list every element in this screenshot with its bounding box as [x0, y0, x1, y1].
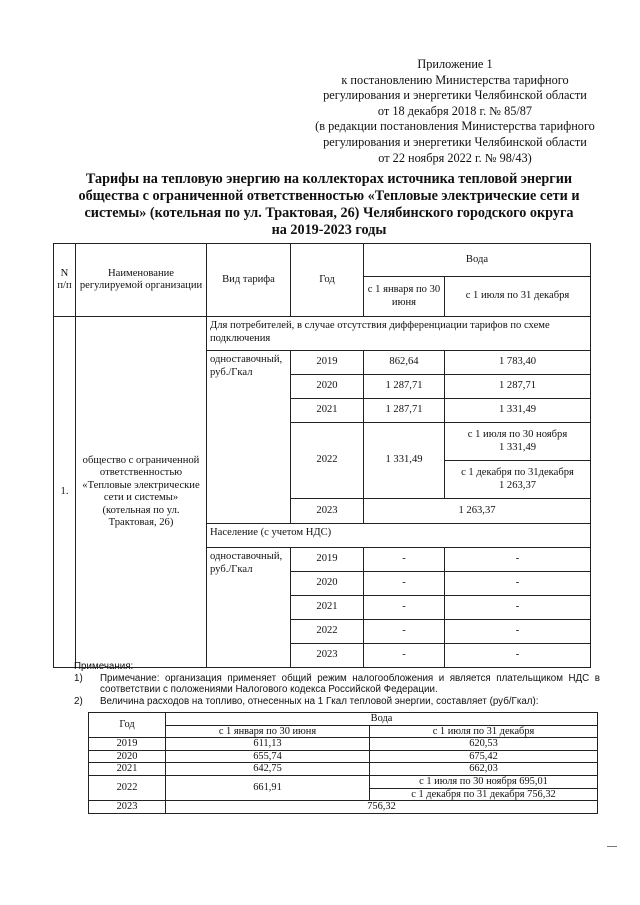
table-cell-split-value	[445, 423, 591, 461]
fuel-cell-value: с 1 декабря по 31 декабря 756,32	[370, 788, 598, 801]
header-period-1: с 1 января по 30 июня	[364, 277, 445, 317]
notes-section	[74, 661, 600, 707]
table-cell-value: 1 287,71	[364, 399, 445, 423]
fuel-cell-value: 620,53	[370, 738, 598, 751]
fuel-cell-year: 2019	[89, 738, 166, 751]
note-item	[74, 673, 600, 696]
header-num: N п/п	[54, 244, 76, 317]
fuel-cell-value: 661,91	[166, 775, 370, 800]
split-period: с 1 декабря по 31декабря	[461, 467, 574, 478]
table-cell-year: 2023	[291, 499, 364, 524]
table-cell-value: -	[445, 596, 591, 620]
tariff-type-single-rate: одноставочный, руб./Гкал	[207, 548, 291, 668]
fuel-cost-table	[88, 712, 598, 814]
fuel-header-period-2: с 1 июля по 31 декабря	[370, 725, 598, 738]
note-text: Величина расходов на топливо, отнесенных на 1 Гкал тепловой энергии, составляет (руб/Гкал):	[100, 695, 539, 707]
table-cell-value: -	[445, 620, 591, 644]
header-period-2: с 1 июля по 31 декабря	[445, 277, 591, 317]
table-cell-value: 1 287,71	[364, 375, 445, 399]
split-period: с 1 июля по 30 ноября	[467, 429, 568, 440]
appendix-line: (в редакции постановления Министерства тарифного	[315, 119, 595, 134]
table-cell-value: -	[364, 548, 445, 572]
fuel-cell-value: 662,03	[370, 763, 598, 776]
title-line: Тарифы на тепловую энергию на коллекторах источника тепловой энергии	[85, 171, 573, 187]
split-value: 1 263,37	[498, 479, 537, 491]
table-cell-value: 1 331,49	[364, 423, 445, 499]
fuel-cell-value: 611,13	[166, 738, 370, 751]
organization-name: общество с ограниченной ответственностью «Тепловые электрические сети и системы» (котельная по ул. Трактовая, 26)	[76, 317, 207, 668]
fuel-cell-value: 756,32	[166, 801, 598, 814]
table-cell-value: -	[364, 572, 445, 596]
fuel-header-period-1: с 1 января по 30 июня	[166, 725, 370, 738]
fuel-cell-year: 2022	[89, 775, 166, 800]
table-cell-year: 2022	[291, 620, 364, 644]
table-cell-year: 2020	[291, 375, 364, 399]
scan-mark	[607, 846, 617, 849]
table-cell-value: -	[364, 644, 445, 668]
table-cell-year: 2020	[291, 572, 364, 596]
table-cell-value: -	[364, 620, 445, 644]
header-water: Вода	[364, 244, 591, 277]
table-cell-value: -	[364, 596, 445, 620]
table-cell-split-value	[445, 461, 591, 499]
title-line: общества с ограниченной ответственностью «Тепловые электрические сети и	[78, 188, 580, 204]
header-tariff-type: Вид тарифа	[207, 244, 291, 317]
split-value: 1 331,49	[498, 441, 537, 453]
fuel-header-year: Год	[89, 713, 166, 738]
fuel-cell-value: с 1 июля по 30 ноября 695,01	[370, 775, 598, 788]
note-text: соответствии с положениями Налогового кодекса Российской Федерации.	[100, 684, 438, 696]
notes-heading: Примечания:	[74, 661, 134, 672]
fuel-cell-year: 2020	[89, 750, 166, 763]
tariff-type-single-rate: одноставочный, руб./Гкал	[207, 351, 291, 524]
appendix-line: к постановлению Министерства тарифного	[341, 72, 569, 87]
fuel-cell-year: 2023	[89, 801, 166, 814]
appendix-line: от 18 декабря 2018 г. № 85/87	[377, 103, 533, 118]
appendix-line: регулирования и энергетики Челябинской области	[323, 88, 587, 103]
table-cell-value: -	[445, 572, 591, 596]
row-number: 1.	[54, 317, 76, 668]
fuel-cell-year: 2021	[89, 763, 166, 776]
fuel-cell-value: 642,75	[166, 763, 370, 776]
table-cell-value: -	[445, 548, 591, 572]
table-cell-value: 1 331,49	[445, 399, 591, 423]
note-number: 1)	[74, 672, 83, 684]
appendix-header	[290, 57, 620, 166]
section-population-label: Население (с учетом НДС)	[207, 524, 591, 548]
appendix-line: Приложение 1	[417, 57, 493, 71]
table-cell-year: 2021	[291, 596, 364, 620]
appendix-line: от 22 ноября 2022 г. № 98/43)	[378, 150, 532, 165]
appendix-line: регулирования и энергетики Челябинской области	[323, 134, 587, 149]
note-number: 2)	[74, 695, 83, 707]
note-text: Примечание: организация применяет общий режим налогообложения и является плательщиком НДС в	[100, 672, 600, 684]
section-consumers-label: Для потребителей, в случае отсутствия дифференциации тарифов по схеме подключения	[207, 317, 591, 351]
table-cell-value: -	[445, 644, 591, 668]
table-cell-year: 2023	[291, 644, 364, 668]
table-cell-value: 1 263,37	[364, 499, 591, 524]
table-cell-year: 2022	[291, 423, 364, 499]
fuel-header-water: Вода	[166, 713, 598, 726]
header-org: Наименование регулируемой организации	[76, 244, 207, 317]
title-line: системы» (котельная по ул. Трактовая, 26) Челябинского городского округа	[84, 205, 574, 221]
table-cell-value: 1 783,40	[445, 351, 591, 375]
table-cell-value: 1 287,71	[445, 375, 591, 399]
title-line: на 2019-2023 годы	[271, 222, 387, 238]
table-cell-year: 2019	[291, 351, 364, 375]
note-item	[74, 696, 600, 708]
fuel-cell-value: 655,74	[166, 750, 370, 763]
table-cell-value: 862,64	[364, 351, 445, 375]
tariff-table	[53, 243, 591, 668]
header-year: Год	[291, 244, 364, 317]
fuel-cell-value: 675,42	[370, 750, 598, 763]
table-cell-year: 2019	[291, 548, 364, 572]
document-title	[70, 171, 588, 239]
table-cell-year: 2021	[291, 399, 364, 423]
